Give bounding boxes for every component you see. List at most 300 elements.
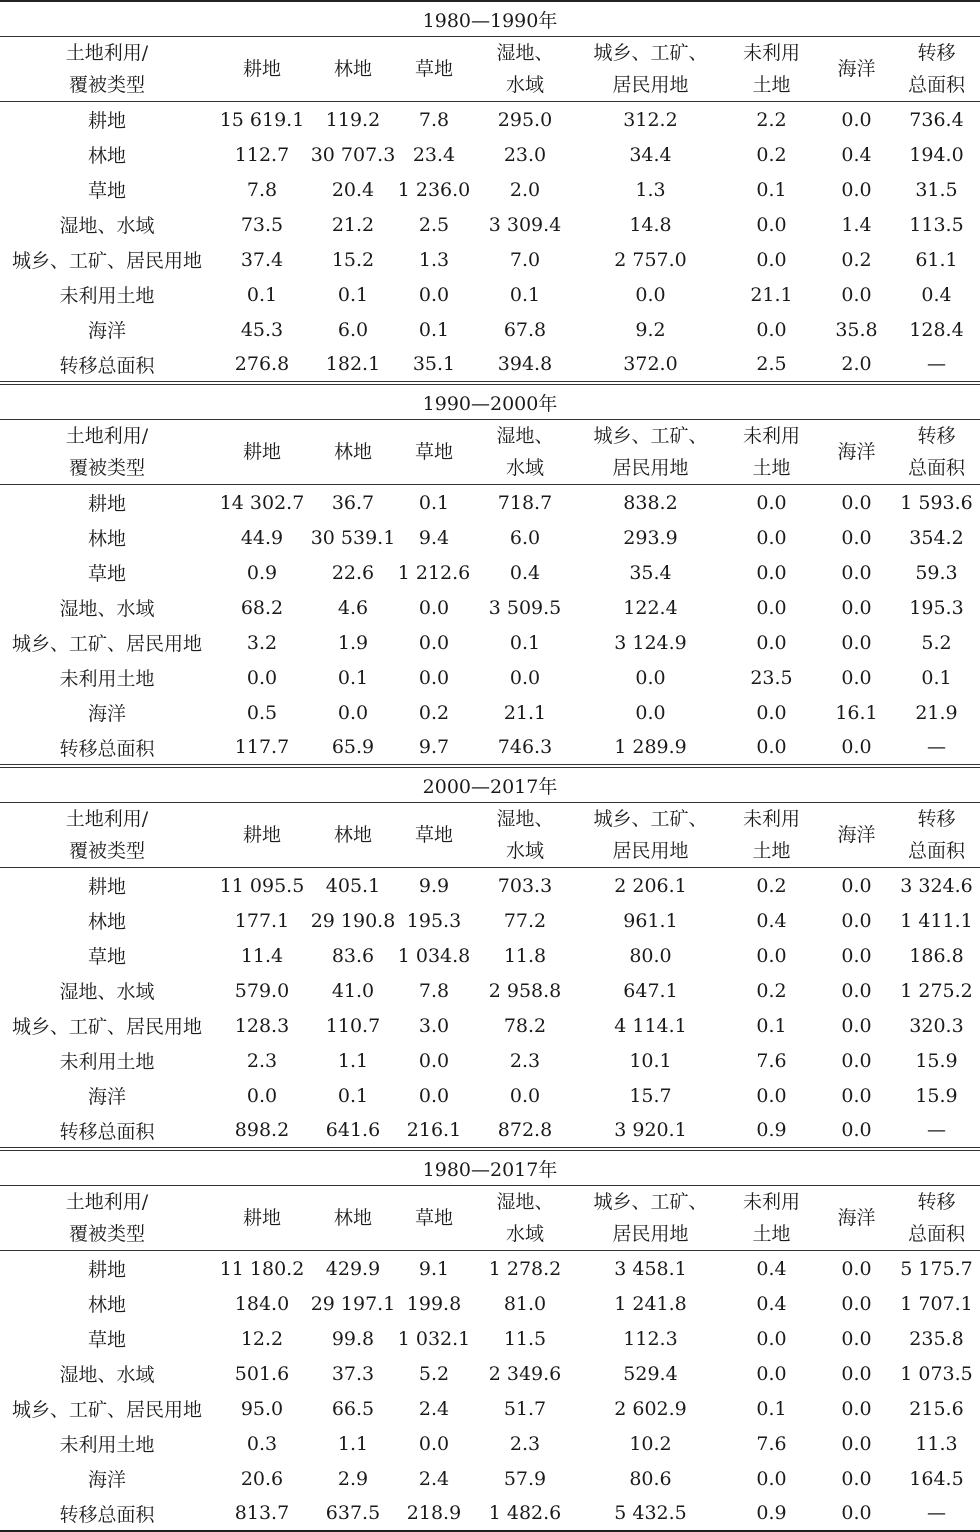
cell-unused: 21.1 xyxy=(750,283,793,306)
cell-ocean: 0.0 xyxy=(841,874,872,897)
header-unused-line1: 未利用 xyxy=(742,42,800,64)
table-row xyxy=(0,1321,980,1356)
cell-wetland: 81.0 xyxy=(503,1292,547,1315)
header-wetland-line2: 水域 xyxy=(472,1218,578,1251)
table-row xyxy=(0,555,980,590)
cell-urban: 14.8 xyxy=(629,213,672,236)
cell-grassland: 0.0 xyxy=(418,1084,450,1107)
cell-forest: 0.1 xyxy=(337,666,369,689)
table-row xyxy=(0,938,980,973)
cell-forest: 66.5 xyxy=(331,1397,375,1420)
cell-forest: 99.8 xyxy=(331,1327,375,1350)
cell-forest: 29 197.1 xyxy=(310,1292,396,1315)
cell-unused: 23.5 xyxy=(750,666,793,689)
cell-grassland: 5.2 xyxy=(418,1362,450,1385)
period-title-row xyxy=(0,1151,980,1186)
cell-urban: 312.2 xyxy=(623,108,678,131)
header-cropland: 耕地 xyxy=(214,803,310,868)
cell-unused: 0.0 xyxy=(756,248,787,271)
table-row xyxy=(0,1251,980,1287)
period-title-row xyxy=(0,385,980,420)
cell-cropland: 15 619.1 xyxy=(219,108,305,131)
cell-grassland: 1 236.0 xyxy=(397,178,471,201)
table-row xyxy=(0,485,980,521)
cell-total: 128.4 xyxy=(909,318,964,341)
cell-ocean: 0.0 xyxy=(841,736,872,758)
table-row xyxy=(0,1426,980,1461)
row-label: 转移总面积 xyxy=(0,1496,214,1531)
cell-ocean: 0.0 xyxy=(841,1049,872,1072)
cell-wetland: 2 958.8 xyxy=(488,979,562,1002)
cell-wetland: 78.2 xyxy=(503,1014,547,1037)
row-label: 未利用土地 xyxy=(59,1434,155,1456)
cell-urban: 2 206.1 xyxy=(614,874,687,897)
row-label: 耕地 xyxy=(87,493,126,515)
cell-cropland: 177.1 xyxy=(234,909,290,932)
cell-urban: 838.2 xyxy=(623,491,678,514)
cell-forest: 182.1 xyxy=(325,353,381,375)
header-grassland: 草地 xyxy=(396,420,472,485)
column-header-row xyxy=(0,803,980,836)
header-unused-line2: 土地 xyxy=(723,452,820,485)
cell-total: — xyxy=(893,1496,980,1531)
row-label: 湿地、水域 xyxy=(59,215,155,237)
row-label: 草地 xyxy=(87,946,126,968)
cell-cropland: 184.0 xyxy=(234,1292,290,1315)
cell-grassland: 35.1 xyxy=(412,353,456,375)
cell-urban: 372.0 xyxy=(623,353,678,375)
cell-urban: 1 241.8 xyxy=(614,1292,687,1315)
column-header-row xyxy=(0,1186,980,1219)
cell-cropland: 112.7 xyxy=(234,143,290,166)
cell-total: 215.6 xyxy=(909,1397,964,1420)
cell-ocean: 0.0 xyxy=(841,909,872,932)
cell-wetland: 2.3 xyxy=(509,1049,541,1072)
cell-grassland: 1 034.8 xyxy=(397,944,471,967)
cell-unused: 0.2 xyxy=(756,874,787,897)
header-urban-line1: 城乡、工矿、 xyxy=(593,42,708,64)
table-row xyxy=(0,1008,980,1043)
cell-unused: 0.0 xyxy=(756,631,787,654)
cell-unused: 0.2 xyxy=(756,979,787,1002)
cell-wetland: 295.0 xyxy=(497,108,553,131)
cell-grassland: 0.0 xyxy=(418,1432,450,1455)
cell-cropland: 898.2 xyxy=(234,1119,290,1141)
cell-ocean: 0.0 xyxy=(841,491,872,514)
cell-wetland: 394.8 xyxy=(497,353,553,375)
cell-ocean: 0.0 xyxy=(841,666,872,689)
cell-forest: 1.9 xyxy=(337,631,369,654)
cell-unused: 0.9 xyxy=(723,1496,820,1531)
cell-urban: 3 458.1 xyxy=(614,1257,687,1280)
cell-forest: 30 707.3 xyxy=(310,143,396,166)
cell-cropland: 11 095.5 xyxy=(219,874,305,897)
row-label: 未利用土地 xyxy=(59,668,155,690)
cell-total: 1 707.1 xyxy=(900,1292,973,1315)
cell-cropland: 276.8 xyxy=(234,353,290,375)
cell-grassland: 0.0 xyxy=(418,596,450,619)
cell-grassland: 0.0 xyxy=(418,631,450,654)
cell-total: — xyxy=(927,353,946,375)
header-urban-line2: 居民用地 xyxy=(578,69,723,102)
cell-unused: 7.6 xyxy=(756,1432,787,1455)
cell-ocean: 35.8 xyxy=(835,318,878,341)
cell-urban: 0.0 xyxy=(635,701,666,724)
cell-wetland: 7.0 xyxy=(509,248,541,271)
table-row xyxy=(0,172,980,207)
header-cropland: 耕地 xyxy=(214,37,310,102)
cell-unused: 0.1 xyxy=(756,178,787,201)
table-row xyxy=(0,137,980,172)
table-row xyxy=(0,903,980,938)
header-urban-line1: 城乡、工矿、 xyxy=(593,425,708,447)
row-label: 城乡、工矿、居民用地 xyxy=(11,633,202,655)
row-label: 海洋 xyxy=(87,1469,126,1491)
cell-total: 195.3 xyxy=(909,596,964,619)
cell-cropland: 68.2 xyxy=(240,596,284,619)
row-label: 湿地、水域 xyxy=(59,981,155,1003)
header-wetland-line2: 水域 xyxy=(472,452,578,485)
header-land-type-line2: 覆被类型 xyxy=(0,69,214,102)
cell-wetland: 6.0 xyxy=(509,526,541,549)
table-row xyxy=(0,1461,980,1496)
cell-forest: 0.1 xyxy=(337,283,369,306)
cell-ocean: 0.0 xyxy=(841,1014,872,1037)
cell-grassland: 0.0 xyxy=(418,666,450,689)
cell-unused: 0.0 xyxy=(756,736,787,758)
cell-unused: 0.0 xyxy=(756,1467,787,1490)
cell-forest: 36.7 xyxy=(331,491,375,514)
cell-unused: 0.0 xyxy=(756,491,787,514)
table-row xyxy=(0,1113,980,1148)
cell-cropland: 73.5 xyxy=(240,213,284,236)
period-title: 1980—1990年 xyxy=(0,1,980,37)
cell-unused: 0.0 xyxy=(756,944,787,967)
cell-unused: 0.4 xyxy=(756,1292,787,1315)
cell-wetland: 0.0 xyxy=(509,1084,541,1107)
column-header-row xyxy=(0,420,980,453)
header-urban-line1: 城乡、工矿、 xyxy=(593,808,708,830)
cell-ocean: 0.0 xyxy=(841,1257,872,1280)
cell-total: 31.5 xyxy=(915,178,958,201)
cell-unused: 0.0 xyxy=(756,701,787,724)
cell-cropland: 579.0 xyxy=(234,979,290,1002)
cell-ocean: 1.4 xyxy=(841,213,872,236)
row-label: 城乡、工矿、居民用地 xyxy=(11,250,202,272)
table-row xyxy=(0,1043,980,1078)
cell-total: 0.4 xyxy=(921,283,952,306)
header-unused-line2: 土地 xyxy=(723,1218,820,1251)
cell-wetland: 718.7 xyxy=(497,491,553,514)
cell-wetland: 11.8 xyxy=(503,944,547,967)
cell-cropland: 0.3 xyxy=(246,1432,278,1455)
period-title-row xyxy=(0,768,980,803)
header-total-line1: 转移 xyxy=(917,425,956,447)
cell-cropland: 45.3 xyxy=(240,318,284,341)
cell-wetland: 11.5 xyxy=(503,1327,547,1350)
table-row xyxy=(0,347,980,382)
header-ocean: 海洋 xyxy=(820,1186,893,1251)
cell-wetland: 1 482.6 xyxy=(472,1496,578,1531)
cell-grassland: 2.4 xyxy=(418,1397,450,1420)
header-forest: 林地 xyxy=(310,1186,396,1251)
cell-total: — xyxy=(927,1119,946,1141)
cell-unused: 0.4 xyxy=(756,909,787,932)
header-total-line2: 总面积 xyxy=(893,69,980,102)
cell-grassland: 0.1 xyxy=(418,318,450,341)
cell-cropland: 44.9 xyxy=(240,526,284,549)
cell-wetland: 0.1 xyxy=(509,631,541,654)
cell-forest: 37.3 xyxy=(331,1362,375,1385)
cell-wetland: 746.3 xyxy=(497,736,553,758)
table-row xyxy=(0,695,980,730)
cell-ocean: 2.0 xyxy=(841,353,872,375)
cell-wetland: 3 309.4 xyxy=(488,213,562,236)
cell-forest: 29 190.8 xyxy=(310,909,396,932)
cell-forest: 119.2 xyxy=(325,108,381,131)
period-title: 1990—2000年 xyxy=(0,385,980,420)
table-row xyxy=(0,590,980,625)
cell-ocean: 0.0 xyxy=(841,944,872,967)
row-label: 林地 xyxy=(87,1294,126,1316)
row-label: 草地 xyxy=(87,563,126,585)
cell-forest: 0.1 xyxy=(337,1084,369,1107)
table-row xyxy=(0,242,980,277)
cell-ocean: 0.0 xyxy=(841,561,872,584)
cell-wetland: 0.0 xyxy=(509,666,541,689)
cell-forest: 1.1 xyxy=(337,1432,369,1455)
cell-forest: 22.6 xyxy=(331,561,375,584)
header-total-line1: 转移 xyxy=(917,42,956,64)
cell-grassland: 1.3 xyxy=(418,248,450,271)
header-grassland: 草地 xyxy=(396,37,472,102)
cell-forest: 15.2 xyxy=(331,248,375,271)
header-land-type-line1: 土地利用/ xyxy=(65,1191,149,1213)
table-row xyxy=(0,102,980,138)
cell-grassland: 0.2 xyxy=(418,701,450,724)
cell-cropland: 12.2 xyxy=(240,1327,284,1350)
cell-total: — xyxy=(927,736,946,758)
cell-cropland: 501.6 xyxy=(234,1362,290,1385)
row-label: 未利用土地 xyxy=(59,285,155,307)
cell-unused: 2.5 xyxy=(756,353,787,375)
row-label: 耕地 xyxy=(87,876,126,898)
cell-urban: 122.4 xyxy=(623,596,678,619)
cell-ocean: 0.0 xyxy=(841,283,872,306)
cell-forest: 1.1 xyxy=(337,1049,369,1072)
row-label: 转移总面积 xyxy=(59,737,155,760)
column-header-row xyxy=(0,37,980,70)
header-ocean: 海洋 xyxy=(820,803,893,868)
cell-ocean: 0.0 xyxy=(841,631,872,654)
cell-unused: 0.1 xyxy=(756,1014,787,1037)
cell-urban: 0.0 xyxy=(635,283,666,306)
header-grassland: 草地 xyxy=(396,1186,472,1251)
cell-total: 1 073.5 xyxy=(900,1362,973,1385)
cell-unused: 0.9 xyxy=(756,1119,787,1141)
table-row xyxy=(0,730,980,765)
cell-unused: 0.0 xyxy=(756,213,787,236)
header-forest: 林地 xyxy=(310,420,396,485)
cell-grassland: 195.3 xyxy=(406,909,462,932)
cell-total: 1 411.1 xyxy=(900,909,973,932)
cell-ocean: 0.0 xyxy=(841,1432,872,1455)
row-label: 湿地、水域 xyxy=(59,598,155,620)
row-label: 草地 xyxy=(87,1329,126,1351)
header-urban-line2: 居民用地 xyxy=(578,452,723,485)
cell-cropland: 37.4 xyxy=(240,248,284,271)
cell-unused: 7.6 xyxy=(756,1049,787,1072)
cell-ocean: 0.0 xyxy=(841,1362,872,1385)
cell-grassland: 23.4 xyxy=(412,143,456,166)
row-label: 城乡、工矿、居民用地 xyxy=(11,1399,202,1421)
cell-urban: 9.2 xyxy=(635,318,666,341)
cell-forest: 429.9 xyxy=(325,1257,381,1280)
header-ocean: 海洋 xyxy=(820,37,893,102)
cell-forest: 21.2 xyxy=(331,213,375,236)
cell-total: 186.8 xyxy=(909,944,964,967)
cell-total: 5 175.7 xyxy=(900,1257,973,1280)
row-label: 转移总面积 xyxy=(59,1120,155,1143)
header-total-line2: 总面积 xyxy=(893,835,980,868)
cell-total: 1 593.6 xyxy=(900,491,973,514)
cell-grassland: 1 212.6 xyxy=(397,561,471,584)
cell-cropland: 0.0 xyxy=(246,666,278,689)
cell-forest: 6.0 xyxy=(337,318,369,341)
header-cropland: 耕地 xyxy=(214,1186,310,1251)
cell-forest: 4.6 xyxy=(337,596,369,619)
cell-total: 15.9 xyxy=(915,1049,958,1072)
cell-total: 354.2 xyxy=(909,526,964,549)
cell-grassland: 2.4 xyxy=(418,1467,450,1490)
cell-wetland: 23.0 xyxy=(503,143,547,166)
cell-urban: 1 289.9 xyxy=(614,736,687,758)
header-cropland: 耕地 xyxy=(214,420,310,485)
cell-forest: 30 539.1 xyxy=(310,526,396,549)
cell-urban: 4 114.1 xyxy=(614,1014,687,1037)
table-row xyxy=(0,1078,980,1113)
cell-cropland: 0.9 xyxy=(246,561,278,584)
cell-ocean: 0.0 xyxy=(841,108,872,131)
row-label: 海洋 xyxy=(87,703,126,725)
cell-wetland: 3 509.5 xyxy=(488,596,562,619)
cell-forest: 83.6 xyxy=(331,944,375,967)
header-land-type-line1: 土地利用/ xyxy=(65,425,149,447)
cell-grassland: 218.9 xyxy=(396,1496,472,1531)
cell-grassland: 0.0 xyxy=(418,283,450,306)
cell-cropland: 14 302.7 xyxy=(219,491,305,514)
cell-urban: 2 602.9 xyxy=(614,1397,687,1420)
cell-wetland: 77.2 xyxy=(503,909,547,932)
header-wetland-line2: 水域 xyxy=(472,835,578,868)
cell-cropland: 813.7 xyxy=(214,1496,310,1531)
cell-unused: 0.0 xyxy=(756,1084,787,1107)
header-total-line1: 转移 xyxy=(917,808,956,830)
cell-wetland: 1 278.2 xyxy=(488,1257,562,1280)
row-label: 转移总面积 xyxy=(59,354,155,377)
cell-ocean: 0.4 xyxy=(841,143,872,166)
cell-wetland: 21.1 xyxy=(503,701,547,724)
cell-urban: 35.4 xyxy=(629,561,672,584)
period-title: 2000—2017年 xyxy=(0,768,980,803)
cell-unused: 0.1 xyxy=(756,1397,787,1420)
cell-wetland: 51.7 xyxy=(503,1397,547,1420)
cell-grassland: 2.5 xyxy=(418,213,450,236)
row-label: 耕地 xyxy=(87,1259,126,1281)
header-unused-line1: 未利用 xyxy=(742,1191,800,1213)
cell-grassland: 199.8 xyxy=(406,1292,462,1315)
table-row xyxy=(0,973,980,1008)
cell-forest: 641.6 xyxy=(325,1119,381,1141)
row-label: 未利用土地 xyxy=(59,1051,155,1073)
table-row xyxy=(0,1496,980,1531)
header-forest: 林地 xyxy=(310,803,396,868)
cell-wetland: 2.3 xyxy=(509,1432,541,1455)
header-urban-line1: 城乡、工矿、 xyxy=(593,1191,708,1213)
table-row xyxy=(0,1356,980,1391)
cell-urban: 80.0 xyxy=(629,944,672,967)
header-urban-line2: 居民用地 xyxy=(578,835,723,868)
header-land-type-line2: 覆被类型 xyxy=(0,835,214,868)
cell-grassland: 7.8 xyxy=(418,108,450,131)
row-label: 林地 xyxy=(87,528,126,550)
header-wetland-line1: 湿地、 xyxy=(496,808,554,830)
cell-cropland: 95.0 xyxy=(240,1397,284,1420)
cell-cropland: 0.0 xyxy=(246,1084,278,1107)
header-unused-line2: 土地 xyxy=(723,69,820,102)
cell-total: 164.5 xyxy=(909,1467,964,1490)
period-title: 1980—2017年 xyxy=(0,1151,980,1186)
cell-grassland: 9.9 xyxy=(418,874,450,897)
table-row xyxy=(0,868,980,904)
cell-urban: 34.4 xyxy=(629,143,672,166)
cell-total: 11.3 xyxy=(915,1432,958,1455)
cell-cropland: 2.3 xyxy=(246,1049,278,1072)
cell-ocean: 0.0 xyxy=(841,1119,872,1141)
header-forest: 林地 xyxy=(310,37,396,102)
cell-total: 1 275.2 xyxy=(900,979,973,1002)
cell-cropland: 3.2 xyxy=(246,631,278,654)
cell-urban: 3 920.1 xyxy=(614,1119,687,1141)
cell-grassland: 0.1 xyxy=(418,491,450,514)
cell-urban: 112.3 xyxy=(623,1327,678,1350)
row-label: 城乡、工矿、居民用地 xyxy=(11,1016,202,1038)
header-wetland-line1: 湿地、 xyxy=(496,1191,554,1213)
cell-wetland: 0.4 xyxy=(509,561,541,584)
cell-cropland: 117.7 xyxy=(234,736,290,758)
header-wetland-line1: 湿地、 xyxy=(496,42,554,64)
cell-ocean: 16.1 xyxy=(835,701,878,724)
header-unused-line1: 未利用 xyxy=(742,425,800,447)
cell-unused: 0.0 xyxy=(756,1362,787,1385)
header-ocean: 海洋 xyxy=(820,420,893,485)
header-total-line2: 总面积 xyxy=(893,452,980,485)
cell-forest: 110.7 xyxy=(325,1014,381,1037)
cell-unused: 0.0 xyxy=(756,561,787,584)
cell-ocean: 0.0 xyxy=(841,1327,872,1350)
cell-cropland: 0.1 xyxy=(246,283,278,306)
cell-total: 0.1 xyxy=(921,666,952,689)
cell-urban: 10.1 xyxy=(629,1049,672,1072)
cell-ocean: 0.0 xyxy=(841,1397,872,1420)
table-row xyxy=(0,1286,980,1321)
cell-unused: 0.0 xyxy=(756,318,787,341)
cell-urban: 15.7 xyxy=(629,1084,672,1107)
header-unused-line1: 未利用 xyxy=(742,808,800,830)
cell-forest: 637.5 xyxy=(310,1496,396,1531)
header-wetland-line1: 湿地、 xyxy=(496,425,554,447)
cell-wetland: 703.3 xyxy=(497,874,553,897)
